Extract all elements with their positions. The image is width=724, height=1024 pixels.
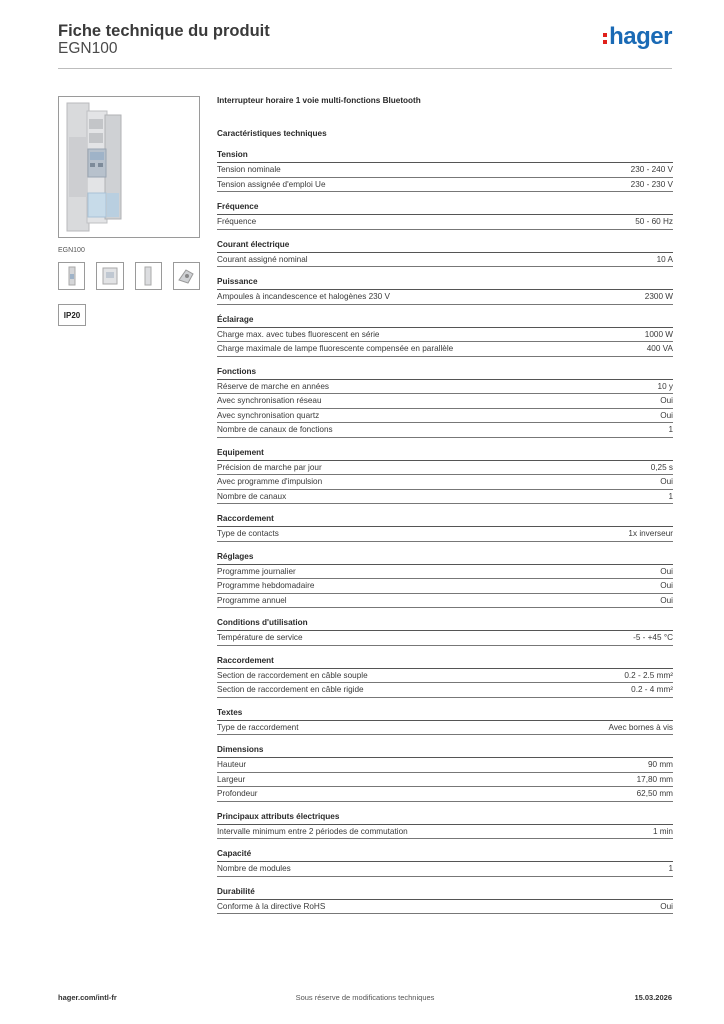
spec-label: Avec synchronisation réseau xyxy=(217,396,322,405)
spec-row xyxy=(217,683,673,698)
spec-value: 0.2 - 4 mm² xyxy=(631,685,673,694)
spec-section xyxy=(217,276,673,305)
spec-label: Type de contacts xyxy=(217,529,279,538)
spec-section-title: Fréquence xyxy=(217,201,673,215)
spec-value: 0,25 s xyxy=(650,462,673,472)
spec-section xyxy=(217,149,673,192)
spec-value: 0.2 - 2.5 mm² xyxy=(624,670,673,680)
spec-value: Oui xyxy=(660,595,673,605)
spec-row xyxy=(217,253,673,268)
spec-section-title: Capacité xyxy=(217,848,673,862)
spec-row xyxy=(217,409,673,424)
spec-row xyxy=(217,475,673,490)
spec-value: Oui xyxy=(660,396,673,405)
spec-row xyxy=(217,565,673,580)
spec-row xyxy=(217,721,673,736)
spec-label: Précision de marche par jour xyxy=(217,462,322,472)
spec-value: 1 xyxy=(668,491,673,501)
spec-label: Profondeur xyxy=(217,789,258,798)
spec-value: 10 y xyxy=(657,381,673,391)
spec-row xyxy=(217,787,673,802)
product-description: Interrupteur horaire 1 voie multi-fonctions Bluetooth xyxy=(217,96,421,105)
spec-section-title: Principaux attributs électriques xyxy=(217,811,673,825)
spec-row xyxy=(217,862,673,877)
device-side-icon xyxy=(100,266,120,286)
spec-section-title: Éclairage xyxy=(217,314,673,328)
spec-value: Oui xyxy=(660,477,673,486)
footer-website-link[interactable]: hager.com/intl-fr xyxy=(58,993,117,1002)
spec-section-title: Fonctions xyxy=(217,366,673,380)
spec-label: Nombre de canaux de fonctions xyxy=(217,425,333,434)
spec-section-title: Equipement xyxy=(217,447,673,461)
spec-value: 10 A xyxy=(656,254,673,264)
spec-value: Oui xyxy=(660,410,673,420)
logo-text: hager xyxy=(609,23,672,50)
spec-value: Avec bornes à vis xyxy=(608,722,673,732)
spec-label: Intervalle minimum entre 2 périodes de commutation xyxy=(217,826,408,836)
product-image[interactable] xyxy=(58,96,200,238)
spec-label: Hauteur xyxy=(217,760,247,769)
spec-row xyxy=(217,380,673,395)
spec-section-title: Tension xyxy=(217,149,673,163)
spec-row xyxy=(217,527,673,542)
spec-label: Section de raccordement en câble rigide xyxy=(217,685,364,694)
spec-value: Oui xyxy=(660,566,673,576)
spec-section-title: Puissance xyxy=(217,276,673,290)
spec-label: Conforme à la directive RoHS xyxy=(217,901,326,911)
spec-section xyxy=(217,744,673,802)
spec-section-title: Textes xyxy=(217,707,673,721)
spec-value: 1 xyxy=(668,864,673,873)
spec-row xyxy=(217,328,673,343)
spec-section-title: Raccordement xyxy=(217,513,673,527)
spec-row xyxy=(217,758,673,773)
spec-sheet xyxy=(217,96,673,914)
logo-dots-icon xyxy=(603,33,607,44)
footer-notice: Sous réserve de modifications techniques xyxy=(295,993,435,1002)
spec-label: Type de raccordement xyxy=(217,722,299,732)
spec-section-title: Conditions d'utilisation xyxy=(217,617,673,631)
hager-logo xyxy=(603,25,672,49)
spec-row xyxy=(217,773,673,788)
spec-section xyxy=(217,655,673,698)
spec-value: 90 mm xyxy=(647,760,673,769)
product-media xyxy=(58,96,200,326)
spec-section xyxy=(217,886,673,915)
spec-label: Largeur xyxy=(217,774,246,784)
spec-value: 17,80 mm xyxy=(636,774,673,784)
spec-label: Nombre de canaux xyxy=(217,491,287,501)
page-header xyxy=(58,20,672,69)
spec-row xyxy=(217,461,673,476)
spec-value: 50 - 60 Hz xyxy=(635,217,673,226)
spec-list xyxy=(217,149,673,914)
spec-label: Nombre de modules xyxy=(217,864,291,873)
spec-label: Charge max. avec tubes fluorescent en série xyxy=(217,329,380,339)
spec-section xyxy=(217,201,673,230)
spec-value: 230 - 230 V xyxy=(630,179,673,189)
spec-section xyxy=(217,811,673,840)
spec-section-title: Réglages xyxy=(217,551,673,565)
spec-label: Programme annuel xyxy=(217,595,287,605)
spec-section xyxy=(217,551,673,609)
spec-row xyxy=(217,579,673,594)
spec-section-title: Courant électrique xyxy=(217,239,673,253)
spec-row xyxy=(217,423,673,438)
spec-value: Oui xyxy=(660,581,673,590)
spec-section xyxy=(217,617,673,646)
spec-value: Oui xyxy=(660,901,673,911)
ip-rating-badge: IP20 xyxy=(58,304,86,326)
spec-label: Courant assigné nominal xyxy=(217,254,308,264)
spec-label: Avec programme d'impulsion xyxy=(217,477,323,486)
thumbnail-side[interactable] xyxy=(96,262,123,290)
spec-value: 2300 W xyxy=(644,292,673,301)
spec-row xyxy=(217,163,673,178)
spec-section xyxy=(217,366,673,438)
spec-row xyxy=(217,900,673,915)
device-detail-icon xyxy=(176,266,196,286)
spec-row xyxy=(217,594,673,609)
spec-value: -5 - +45 °C xyxy=(633,633,673,642)
spec-row xyxy=(217,490,673,505)
spec-label: Tension assignée d'emploi Ue xyxy=(217,179,326,189)
spec-value: 1x inverseur xyxy=(628,529,673,538)
spec-section-title: Durabilité xyxy=(217,886,673,900)
spec-label: Section de raccordement en câble souple xyxy=(217,670,368,680)
product-code: EGN100 xyxy=(58,40,118,57)
spec-row xyxy=(217,342,673,357)
spec-row xyxy=(217,394,673,409)
spec-value: 400 VA xyxy=(646,344,673,353)
footer-date: 15.03.2026 xyxy=(634,993,672,1002)
spec-row xyxy=(217,825,673,840)
spec-row xyxy=(217,631,673,646)
thumbnail-narrow[interactable] xyxy=(135,262,162,290)
tech-specs-heading: Caractéristiques techniques xyxy=(217,129,327,138)
spec-section xyxy=(217,314,673,357)
spec-section-title: Raccordement xyxy=(217,655,673,669)
spec-label: Avec synchronisation quartz xyxy=(217,410,320,420)
spec-label: Fréquence xyxy=(217,217,257,226)
spec-label: Programme hebdomadaire xyxy=(217,581,315,590)
spec-section xyxy=(217,707,673,736)
thumbnail-front[interactable] xyxy=(58,262,85,290)
product-device-icon xyxy=(59,97,199,237)
image-caption: EGN100 xyxy=(58,247,85,254)
spec-label: Programme journalier xyxy=(217,566,296,576)
spec-value: 1000 W xyxy=(644,329,673,339)
spec-row xyxy=(217,669,673,684)
spec-label: Réserve de marche en années xyxy=(217,381,329,391)
spec-section xyxy=(217,447,673,505)
spec-row xyxy=(217,215,673,230)
spec-label: Température de service xyxy=(217,633,303,642)
spec-label: Tension nominale xyxy=(217,165,281,174)
spec-row xyxy=(217,290,673,305)
spec-section xyxy=(217,239,673,268)
device-front-icon xyxy=(66,266,78,286)
spec-value: 62,50 mm xyxy=(636,789,673,798)
spec-value: 230 - 240 V xyxy=(630,165,673,174)
spec-row xyxy=(217,178,673,193)
thumbnail-detail[interactable] xyxy=(173,262,200,290)
spec-label: Charge maximale de lampe fluorescente compensée en parallèle xyxy=(217,344,454,353)
spec-section xyxy=(217,513,673,542)
thumbnail-strip xyxy=(58,262,200,290)
spec-section-title: Dimensions xyxy=(217,744,673,758)
page-title: Fiche technique du produit xyxy=(58,22,270,40)
spec-value: 1 min xyxy=(652,826,673,836)
spec-label: Ampoules à incandescence et halogènes 230 V xyxy=(217,292,390,301)
device-narrow-icon xyxy=(143,266,153,286)
spec-value: 1 xyxy=(668,425,673,434)
spec-section xyxy=(217,848,673,877)
